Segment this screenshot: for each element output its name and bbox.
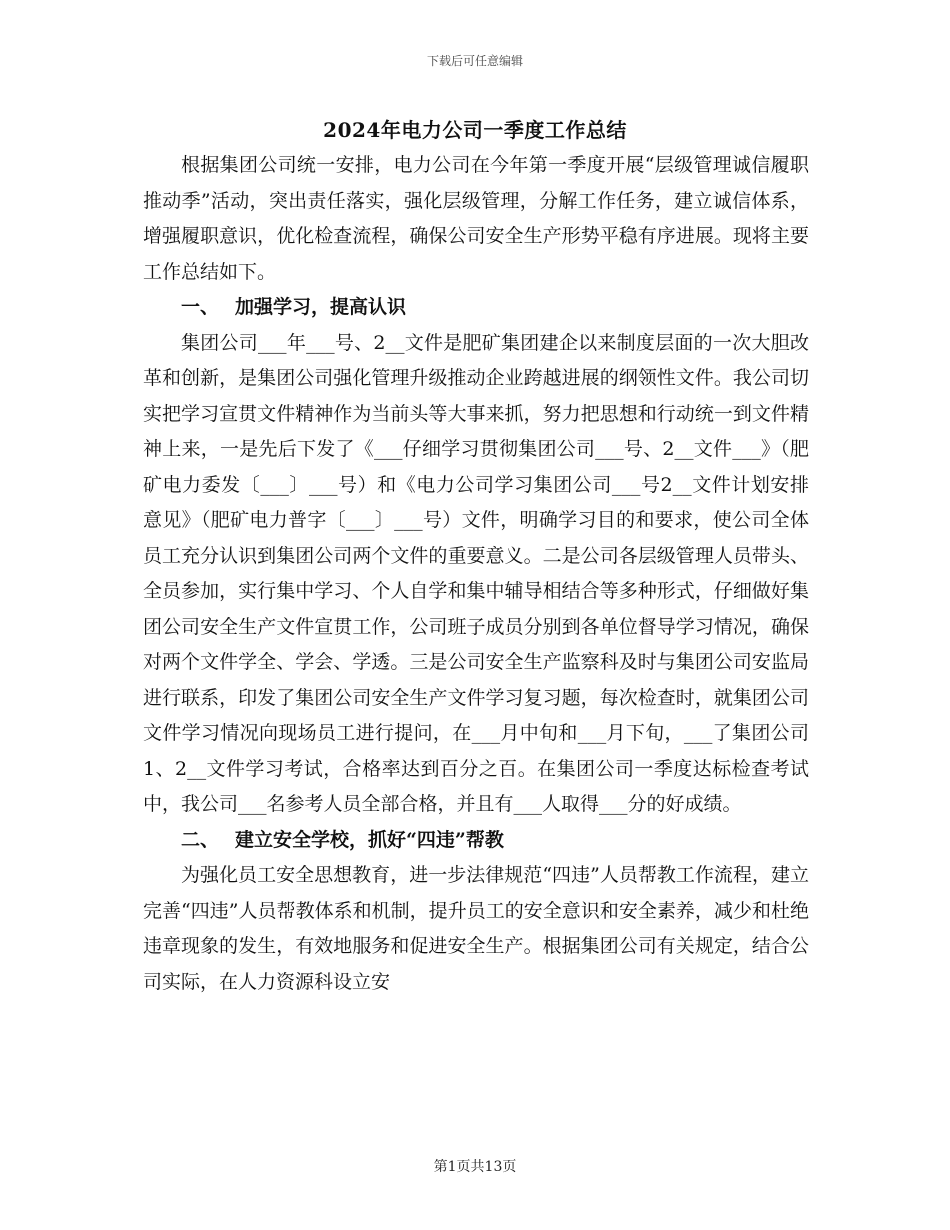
section-number-1: 一、 [181, 296, 220, 318]
document-title: 2024年电力公司一季度工作总结 [323, 118, 627, 142]
document-body [143, 148, 809, 1000]
section-heading-1 [143, 290, 809, 326]
section-title-2: 建立安全学校，抓好“四违”帮教 [235, 828, 504, 851]
section-body-2: 为强化员工安全思想教育，进一步法律规范“四违”人员帮教工作流程，建立完善“四违”人员帮教体系和机制，提升员工的安全意识和安全素养，减少和杜绝违章现象的发生，有效地服务和促进安全生产。根据集团公司有关规定，结合公司实际，在人力资源科设立安 [143, 864, 809, 993]
intro-paragraph: 根据集团公司统一安排，电力公司在今年第一季度开展“层级管理诚信履职推动季”活动，突出责任落实，强化层级管理，分解工作任务，建立诚信体系，增强履职意识，优化检查流程，确保公司安全生产形势平稳有序进展。现将主要工作总结如下。 [143, 154, 809, 283]
section-number-2: 二、 [181, 828, 220, 851]
section-heading-2 [143, 823, 809, 859]
section-body-1: 集团公司___年___号、2__文件是肥矿集团建企以来制度层面的一次大胆改革和创新，是集团公司强化管理升级推动企业跨越进展的纲领性文件。我公司切实把学习宣贯文件精神作为当前头等大事来抓，努力把思想和行动统一到文件精神上来，一是先后下发了《___仔细学习贯彻集团公司___号、2__文件___》（肥矿电力委发〔___〕___号）和《电力公司学习集团公司___号2__文件计划安排意见》（肥矿电力普字〔___〕___号）文件，明确学习目的和要求，使公司全体员工充分认识到集团公司两个文件的重要意义。二是公司各层级管理人员带头、全员参加，实行集中学习、个人自学和集中辅导相结合等多种形式，仔细做好集团公司安全生产文件宣贯工作，公司班子成员分别到各单位督导学习情况，确保对两个文件学全、学会、学透。三是公司安全生产监察科及时与集团公司安监局进行联系，印发了集团公司安全生产文件学习复习题，每次检查时，就集团公司文件学习情况向现场员工进行提问，在___月中旬和___月下旬，___了集团公司1、2__文件学习考试，合格率达到百分之百。在集团公司一季度达标检查考试中，我公司___名参考人员全部合格，并且有___人取得___分的好成绩。 [143, 331, 809, 815]
page-header-note: 下载后可任意编辑 [426, 54, 523, 68]
section-title-1: 加强学习，提高认识 [235, 296, 407, 318]
page-footer-number: 第1页共13页 [433, 1159, 517, 1175]
